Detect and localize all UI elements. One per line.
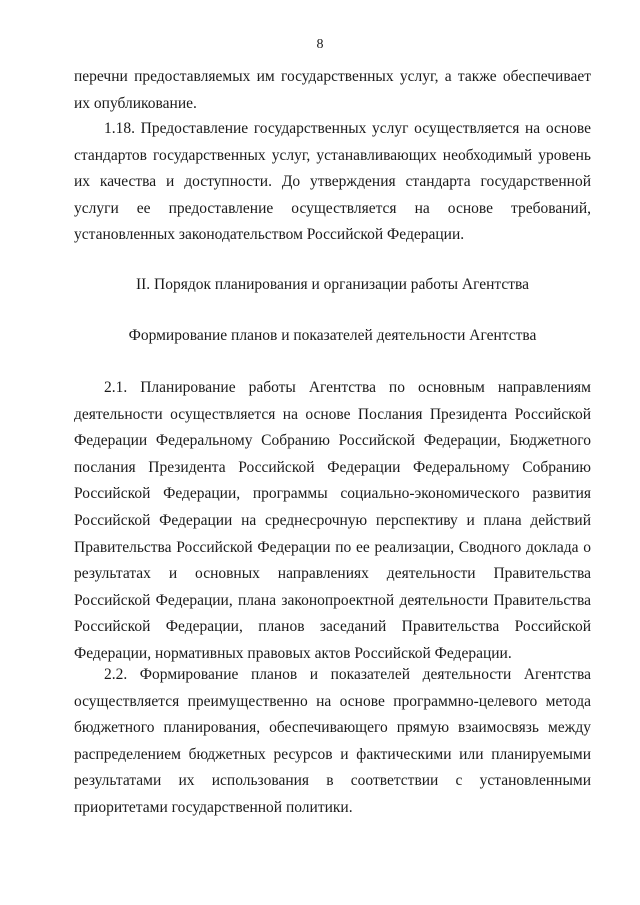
paragraph-text: 2.1. Планирование работы Агентства по основным направлениям деятельности осуществляется на основе Послания Президента Российской Федерации Федеральному Собранию Российской Федерации, Бюджетного послания Президента Российской Федерации Федеральному Собранию Российской Федерации, программы социально-экономического развития Российской Федерации на среднесрочную перспективу и плана действий Правительства Российской Федерации по ее реализации, Сводного доклада о результатах и основных направлениях деятельности Правительства Российской Федерации, плана законопроектной деятельности Правительства Российской Федерации, планов заседаний Правительства Российской Федерации, нормативных правовых актов Российской Федерации. bbox=[74, 379, 591, 662]
section-heading: II. Порядок планирования и организации работы Агентства bbox=[135, 276, 530, 293]
paragraph-continuation bbox=[74, 64, 591, 117]
paragraph-text: 1.18. Предоставление государственных услуг осуществляется на основе стандартов государственных услуг, устанавливающих необходимый уровень их качества и доступности. До утверждения стандарта государственной услуги ее предоставление осуществляется на основе требований, установленных законодательством Российской Федерации. bbox=[74, 120, 591, 244]
page-number: 8 bbox=[316, 37, 324, 52]
paragraph-2-1 bbox=[74, 375, 591, 668]
paragraph-2-2 bbox=[74, 662, 591, 822]
paragraph-text: перечни предоставляемых им государственных услуг, а также обеспечивает их опубликование. bbox=[74, 68, 591, 112]
paragraph-1-18 bbox=[74, 116, 591, 249]
subsection-heading: Формирование планов и показателей деятельности Агентства bbox=[128, 327, 537, 344]
paragraph-text: 2.2. Формирование планов и показателей деятельности Агентства осуществляется преимущественно на основе программно-целевого метода бюджетного планирования, обеспечивающего прямую взаимосвязь между распределением бюджетных ресурсов и фактическими или планируемыми результатами их использования в соответствии с установленными приоритетами государственной политики. bbox=[74, 666, 591, 816]
